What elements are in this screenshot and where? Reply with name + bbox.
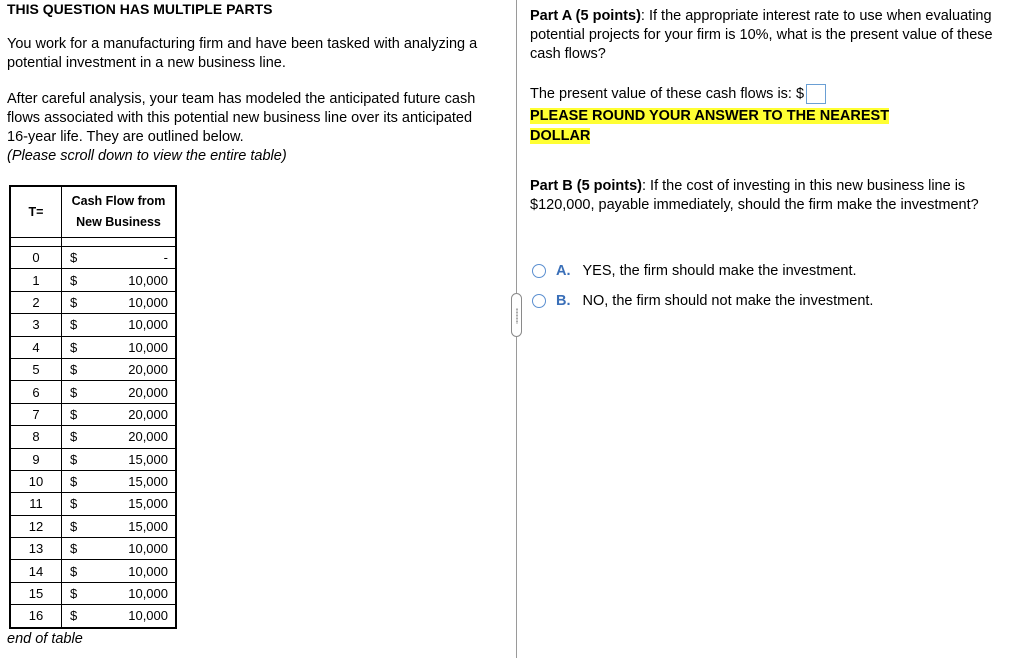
row-dollar-cell: $ [62, 448, 93, 470]
row-t-cell: 10 [10, 470, 62, 492]
row-dollar-cell: $ [62, 336, 93, 358]
row-value-cell: 10,000 [92, 269, 176, 291]
row-t-cell: 8 [10, 426, 62, 448]
option-b[interactable] [532, 293, 873, 309]
option-b-text: NO, the firm should not make the investment. [582, 293, 874, 309]
row-dollar-cell: $ [62, 470, 93, 492]
row-value-cell: 15,000 [92, 448, 176, 470]
row-t-cell: 11 [10, 493, 62, 515]
row-t-cell: 12 [10, 515, 62, 537]
row-dollar-cell: $ [62, 426, 93, 448]
grip-dots-icon [516, 308, 518, 324]
table-row [10, 493, 176, 515]
row-t-cell: 2 [10, 291, 62, 313]
option-a-text: YES, the firm should make the investment. [582, 263, 857, 279]
row-value-cell: 10,000 [92, 291, 176, 313]
row-dollar-cell: $ [62, 291, 93, 313]
table-row [10, 247, 176, 269]
row-value-cell: 10,000 [92, 560, 176, 582]
row-dollar-cell: $ [62, 515, 93, 537]
row-value-cell: 10,000 [92, 314, 176, 336]
row-dollar-cell: $ [62, 560, 93, 582]
row-value-cell: - [92, 247, 176, 269]
col-header-line1: Cash Flow from [71, 194, 166, 208]
table-row [10, 560, 176, 582]
row-t-cell: 0 [10, 247, 62, 269]
scroll-note: (Please scroll down to view the entire table) [7, 148, 287, 164]
analysis-text [7, 90, 497, 166]
row-dollar-cell: $ [62, 269, 93, 291]
row-dollar-cell: $ [62, 403, 93, 425]
row-value-cell: 15,000 [92, 470, 176, 492]
col-header-line2: New Business [76, 215, 161, 229]
table-row [10, 448, 176, 470]
table-row [10, 582, 176, 604]
table-row [10, 515, 176, 537]
table-row [10, 605, 176, 628]
col-header-t: T= [10, 186, 62, 238]
part-a-label: Part A (5 points) [530, 8, 641, 24]
row-dollar-cell: $ [62, 582, 93, 604]
option-a[interactable] [532, 263, 857, 279]
row-value-cell: 15,000 [92, 493, 176, 515]
row-t-cell: 16 [10, 605, 62, 628]
row-dollar-cell: $ [62, 314, 93, 336]
analysis-body: After careful analysis, your team has modeled the anticipated future cash flows associated with this potential new business line over its anticipated 16-year life. They are outlined below. [7, 91, 476, 145]
table-row [10, 538, 176, 560]
row-value-cell: 20,000 [92, 426, 176, 448]
table-row [10, 426, 176, 448]
part-b-text: : If the cost of investing in this new business line is $120,000, payable immediately, should the firm make the investment? [530, 178, 979, 213]
row-value-cell: 10,000 [92, 605, 176, 628]
row-value-cell: 15,000 [92, 515, 176, 537]
row-t-cell: 6 [10, 381, 62, 403]
row-dollar-cell: $ [62, 538, 93, 560]
row-value-cell: 10,000 [92, 582, 176, 604]
table-row [10, 358, 176, 380]
col-header-cash-flow [62, 186, 177, 238]
row-dollar-cell: $ [62, 493, 93, 515]
part-a-question [530, 7, 1016, 64]
row-value-cell: 20,000 [92, 358, 176, 380]
table-row [10, 336, 176, 358]
rounding-instruction-text: PLEASE ROUND YOUR ANSWER TO THE NEAREST DOLLAR [530, 108, 890, 144]
question-pane [7, 0, 512, 664]
option-b-letter: B. [556, 293, 571, 309]
row-value-cell: 10,000 [92, 538, 176, 560]
table-row [10, 381, 176, 403]
part-b-question [530, 177, 1016, 215]
table-row [10, 314, 176, 336]
pv-answer-input[interactable] [806, 84, 826, 104]
page-title: THIS QUESTION HAS MULTIPLE PARTS [7, 1, 273, 17]
pv-answer-line [530, 84, 826, 104]
option-a-radio[interactable] [532, 264, 546, 278]
option-a-letter: A. [556, 263, 571, 279]
row-dollar-cell: $ [62, 605, 93, 628]
table-body [10, 247, 176, 628]
row-t-cell: 15 [10, 582, 62, 604]
row-t-cell: 5 [10, 358, 62, 380]
table-row [10, 403, 176, 425]
row-t-cell: 7 [10, 403, 62, 425]
intro-text: You work for a manufacturing firm and have been tasked with analyzing a potential investment in a new business line. [7, 36, 478, 71]
row-value-cell: 20,000 [92, 403, 176, 425]
row-dollar-cell: $ [62, 381, 93, 403]
row-t-cell: 1 [10, 269, 62, 291]
row-value-cell: 10,000 [92, 336, 176, 358]
row-t-cell: 13 [10, 538, 62, 560]
table-row [10, 269, 176, 291]
cash-flow-table [9, 185, 177, 629]
table-header-row [10, 186, 176, 238]
header-spacer-row [10, 238, 176, 247]
row-dollar-cell: $ [62, 358, 93, 380]
table-row [10, 470, 176, 492]
pane-resize-handle[interactable] [511, 293, 522, 337]
end-of-table-note: end of table [7, 631, 83, 647]
option-b-radio[interactable] [532, 294, 546, 308]
row-t-cell: 9 [10, 448, 62, 470]
row-t-cell: 3 [10, 314, 62, 336]
part-b-label: Part B (5 points) [530, 178, 642, 194]
part-a-text: : If the appropriate interest rate to use when evaluating potential projects for your firm is 10%, what is the present value of these cash flows? [530, 8, 993, 62]
rounding-instruction [530, 106, 930, 146]
pv-prompt: The present value of these cash flows is: $ [530, 85, 805, 102]
row-dollar-cell: $ [62, 247, 93, 269]
row-value-cell: 20,000 [92, 381, 176, 403]
table-row [10, 291, 176, 313]
row-t-cell: 14 [10, 560, 62, 582]
row-t-cell: 4 [10, 336, 62, 358]
